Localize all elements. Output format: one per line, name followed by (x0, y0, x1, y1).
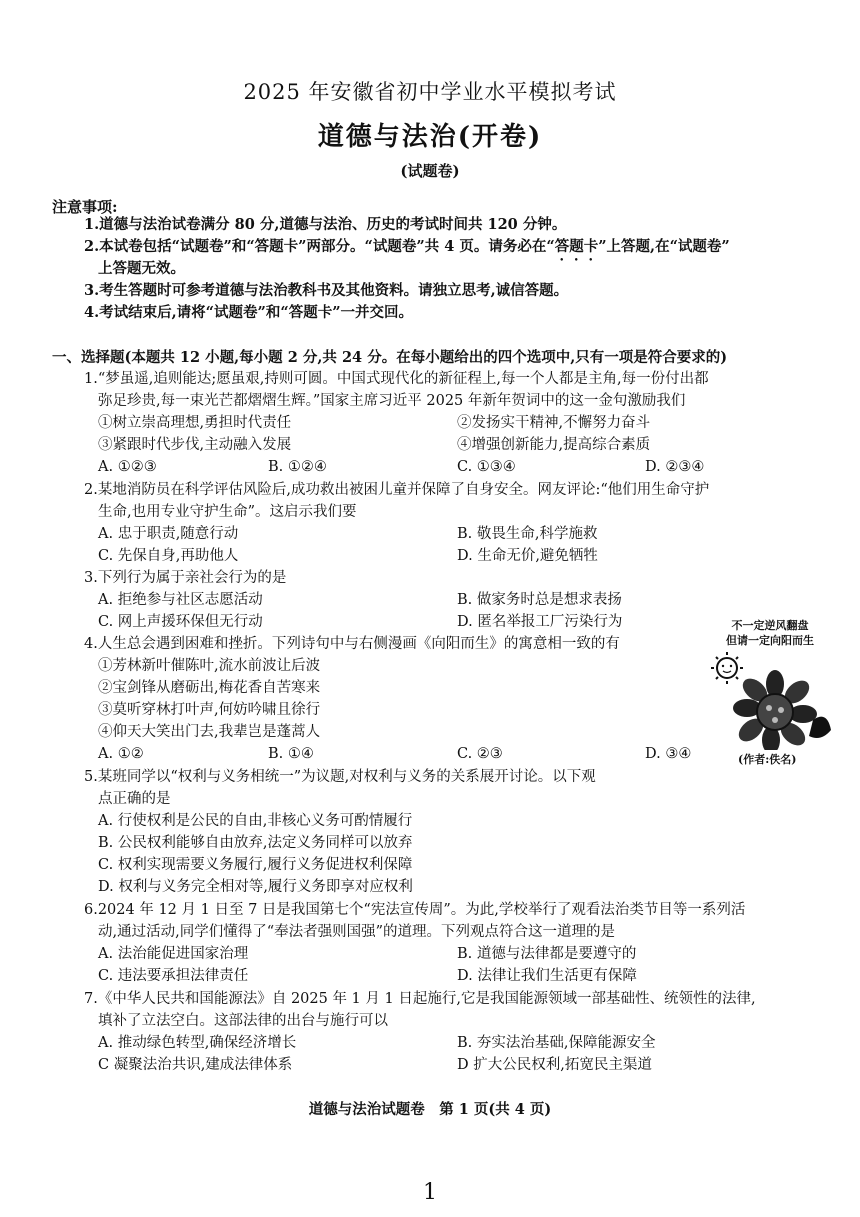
question-3-line-1: 3.下列行为属于亲社会行为的是 (84, 570, 287, 586)
question-5-line-1: 5.某班同学以“权利与义务相统一”为议题,对权利与义务的关系展开讨论。以下观 (84, 769, 596, 785)
q7-option-a[interactable]: A. 推动绿色转型,确保经济增长 (98, 1035, 297, 1051)
notice-heading: 注意事项: (52, 198, 118, 216)
q3-option-c[interactable]: C. 网上声援环保但无行动 (98, 614, 263, 630)
q3-option-b[interactable]: B. 做家务时总是想求表扬 (457, 592, 622, 608)
emphasized-text: 答题卡 (554, 238, 599, 255)
notice-item-4: 4.考试结束后,请将“试题卷”和“答题卡”一并交回。 (84, 304, 414, 321)
q4-option-d[interactable]: D. ③④ (645, 746, 692, 762)
q5-option-a[interactable]: A. 行使权利是公民的自由,非核心义务可酌情履行 (98, 813, 413, 829)
q4-statement-4: ④仰天大笑出门去,我辈岂是蓬蒿人 (98, 724, 321, 740)
section-heading: 一、选择题(本题共 12 小题,每小题 2 分,共 24 分。在每小题给出的四个选项中,只有一项是符合要求的) (52, 349, 728, 366)
q5-option-d[interactable]: D. 权利与义务完全相对等,履行义务即享对应权利 (98, 879, 413, 895)
q7-option-d[interactable]: D 扩大公民权利,拓宽民主渠道 (457, 1057, 652, 1073)
q2-option-c[interactable]: C. 先保自身,再助他人 (98, 548, 239, 564)
q7-option-c[interactable]: C 凝聚法治共识,建成法律体系 (98, 1057, 293, 1073)
q1-option-d[interactable]: D. ②③④ (645, 459, 705, 475)
question-1-line-1: 1.“梦虽遥,追则能达;愿虽艰,持则可圆。中国式现代化的新征程上,每一个人都是主角,每一份付出都 (84, 371, 709, 387)
question-5-line-2: 点正确的是 (98, 791, 171, 807)
page-footer: 道德与法治试题卷 第 1 页(共 4 页) (308, 1101, 552, 1118)
q1-statement-3: ③紧跟时代步伐,主动融入发展 (98, 437, 292, 453)
q2-option-b[interactable]: B. 敬畏生命,科学施救 (457, 526, 598, 542)
q3-option-a[interactable]: A. 拒绝参与社区志愿活动 (98, 592, 263, 608)
question-6-line-2: 动,通过活动,同学们懂得了“奉法者强则国强”的道理。下列观点符合这一道理的是 (98, 924, 616, 940)
q2-option-d[interactable]: D. 生命无价,避免牺牲 (457, 548, 598, 564)
question-4-line-1: 4.人生总会遇到困难和挫折。下列诗句中与右侧漫画《向阳而生》的寓意相一致的有 (84, 636, 620, 652)
notice-item-3: 3.考生答题时可参考道德与法治教科书及其他资料。请独立思考,诚信答题。 (84, 282, 569, 299)
q1-statement-2: ②发扬实干精神,不懈努力奋斗 (457, 415, 651, 431)
q3-option-d[interactable]: D. 匿名举报工厂污染行为 (457, 614, 623, 630)
notice-item-2: 2.本试卷包括“试题卷”和“答题卡”两部分。“试题卷”共 4 页。请务必在“答题卡”上答题,在“试题卷” (84, 238, 730, 255)
paper-type: (试题卷) (400, 162, 460, 180)
q1-statement-1: ①树立崇高理想,勇担时代责任 (98, 415, 292, 431)
sun-icon (711, 652, 743, 684)
q1-option-c[interactable]: C. ①③④ (457, 459, 516, 475)
q5-option-b[interactable]: B. 公民权利能够自由放弃,法定义务同样可以放弃 (98, 835, 413, 851)
question-7-line-2: 填补了立法空白。这部法律的出台与施行可以 (98, 1013, 388, 1029)
q4-statement-1: ①芳林新叶催陈叶,流水前波让后波 (98, 658, 321, 674)
question-2-line-2: 生命,也用专业守护生命”。这启示我们要 (98, 504, 357, 520)
notice-item-1: 1.道德与法治试卷满分 80 分,道德与法治、历史的考试时间共 120 分钟。 (84, 216, 567, 233)
q4-option-b[interactable]: B. ①④ (268, 746, 314, 762)
q1-statement-4: ④增强创新能力,提高综合素质 (457, 437, 651, 453)
q5-option-c[interactable]: C. 权利实现需要义务履行,履行义务促进权利保障 (98, 857, 413, 873)
q1-option-a[interactable]: A. ①②③ (98, 459, 157, 475)
cartoon-author: (作者:佚名) (738, 753, 797, 766)
q2-option-a[interactable]: A. 忠于职责,随意行动 (98, 526, 239, 542)
question-6-line-1: 6.2024 年 12 月 1 日至 7 日是我国第七个“宪法宣传周”。为此,学校举行了观看法治类节目等一系列活 (84, 902, 746, 918)
question-1-line-2: 弥足珍贵,每一束光芒都熠熠生辉。”国家主席习近平 2025 年新年贺词中的这一金句激励我们 (98, 393, 686, 409)
subject-title: 道德与法治(开卷) (317, 122, 543, 152)
q7-option-b[interactable]: B. 夯实法治基础,保障能源安全 (457, 1035, 656, 1051)
q6-option-a[interactable]: A. 法治能促进国家治理 (98, 946, 249, 962)
question-7-line-1: 7.《中华人民共和国能源法》自 2025 年 1 月 1 日起施行,它是我国能源领域一部基础性、统领性的法律, (84, 991, 756, 1007)
q6-option-d[interactable]: D. 法律让我们生活更有保障 (457, 968, 637, 984)
sunflower-cartoon (705, 650, 835, 750)
exam-title: 2025 年安徽省初中学业水平模拟考试 (243, 80, 617, 104)
cartoon-caption: 不一定逆风翻盘 但请一定向阳而生 (726, 619, 814, 647)
flower-icon (733, 670, 831, 750)
q4-option-a[interactable]: A. ①② (98, 746, 144, 762)
question-2-line-1: 2.某地消防员在科学评估风险后,成功救出被困儿童并保障了自身安全。网友评论:“他们用生命守护 (84, 482, 710, 498)
q6-option-b[interactable]: B. 道德与法律都是要遵守的 (457, 946, 637, 962)
q4-statement-3: ③莫听穿林打叶声,何妨吟啸且徐行 (98, 702, 321, 718)
notice-item-2-cont: 上答题无效。 (98, 260, 185, 277)
page-number: 1 (423, 1180, 437, 1205)
q4-option-c[interactable]: C. ②③ (457, 746, 503, 762)
q6-option-c[interactable]: C. 违法要承担法律责任 (98, 968, 249, 984)
q4-statement-2: ②宝剑锋从磨砺出,梅花香自苦寒来 (98, 680, 321, 696)
q1-option-b[interactable]: B. ①②④ (268, 459, 327, 475)
